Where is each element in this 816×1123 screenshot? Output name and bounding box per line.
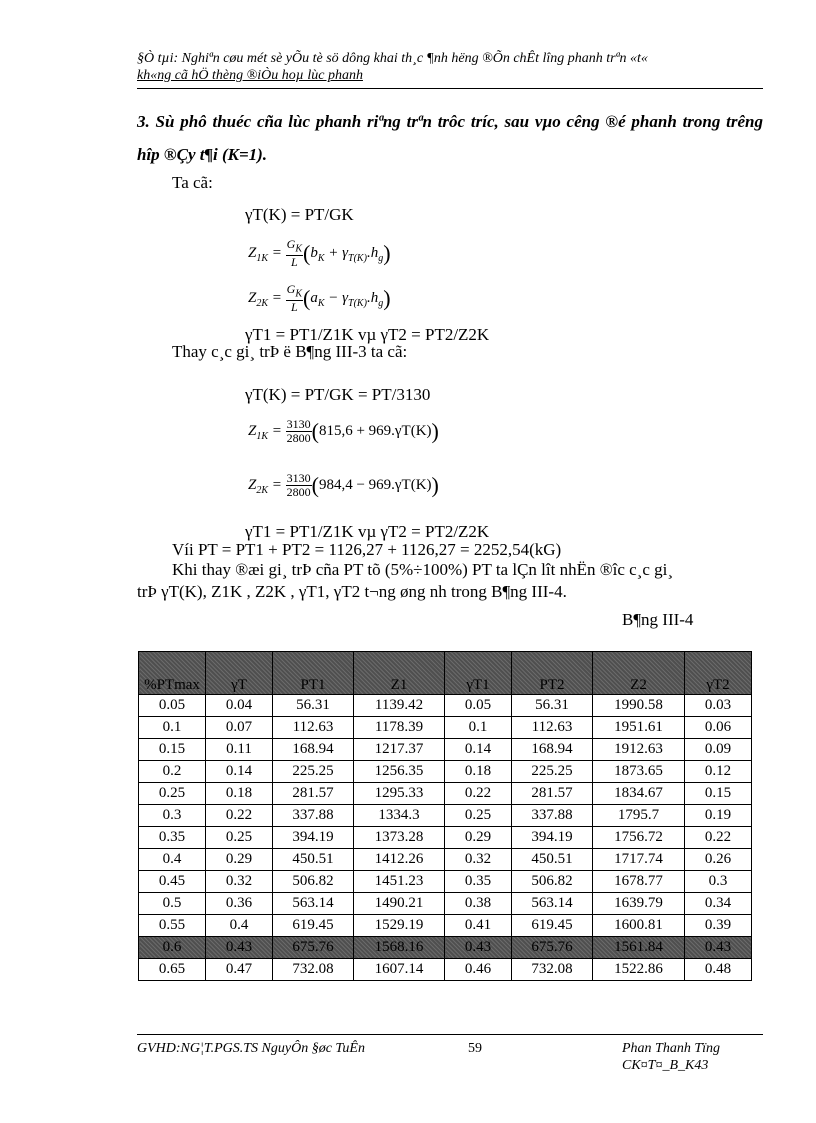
table-cell: 506.82: [273, 871, 354, 893]
table-cell: 0.34: [685, 893, 752, 915]
table-cell: 0.22: [685, 827, 752, 849]
column-header: Z2: [593, 652, 685, 695]
table-cell: 0.05: [445, 695, 512, 717]
table-cell: 1561.84: [593, 937, 685, 959]
table-cell: 563.14: [512, 893, 593, 915]
table-cell: 0.25: [139, 783, 206, 805]
table-cell: 1490.21: [354, 893, 445, 915]
table-cell: 0.18: [445, 761, 512, 783]
table-cell: 1568.16: [354, 937, 445, 959]
table-cell: 1678.77: [593, 871, 685, 893]
table-row: [139, 959, 752, 981]
table-cell: 563.14: [273, 893, 354, 915]
table-cell: 506.82: [512, 871, 593, 893]
table-cell: 0.11: [206, 739, 273, 761]
formula-z1k-symbolic: $Z_{1K}$ = $\frac{G_K}{L}$ $(b_K + \gamma_{T(K)}.h_g)$: [248, 237, 391, 270]
table-cell: 0.26: [685, 849, 752, 871]
table-cell: 675.76: [273, 937, 354, 959]
header-rule: [137, 88, 763, 89]
formula-z2k-numeric: $Z_{2K}$ = $\frac{3130}{2800}$ (984,4 − 969.γT(K)): [248, 471, 439, 499]
table-label: B¶ng III-4: [622, 610, 694, 629]
table-cell: 0.32: [445, 849, 512, 871]
table-cell: 0.05: [139, 695, 206, 717]
footer-rule: [137, 1034, 763, 1035]
table-cell: 112.63: [512, 717, 593, 739]
table-cell: 0.06: [685, 717, 752, 739]
table-row: [139, 739, 752, 761]
table-cell: 0.07: [206, 717, 273, 739]
table-row: [139, 849, 752, 871]
table-cell: 0.19: [685, 805, 752, 827]
table-cell: 0.3: [139, 805, 206, 827]
voi-text: Víi PT = PT1 + PT2 = 1126,27 + 1126,27 = 2252,54(kG): [172, 540, 562, 559]
table-cell: 0.3: [685, 871, 752, 893]
table-cell: 619.45: [512, 915, 593, 937]
table-cell: 0.1: [139, 717, 206, 739]
table-cell: 732.08: [273, 959, 354, 981]
table-row: [139, 937, 752, 959]
table-cell: 394.19: [273, 827, 354, 849]
table-cell: 1600.81: [593, 915, 685, 937]
table-cell: 0.2: [139, 761, 206, 783]
column-header: γT1: [445, 652, 512, 695]
table-cell: 0.29: [445, 827, 512, 849]
page-header: [137, 50, 763, 84]
header-line-1: §Ò tµi: Nghiªn cøu mét sè yÕu tè sö dông khai th¸c ¶nh hëng ®Õn chÊt lîng phanh trªn «t«: [137, 51, 648, 66]
column-header: %PTmax: [139, 652, 206, 695]
table-cell: 0.36: [206, 893, 273, 915]
column-header: γT: [206, 652, 273, 695]
table-cell: 0.38: [445, 893, 512, 915]
equation-gamma-ratios-2: γT1 = PT1/Z1K vµ γT2 = PT2/Z2K: [245, 522, 490, 541]
table-cell: 732.08: [512, 959, 593, 981]
table-cell: 168.94: [273, 739, 354, 761]
table-row: [139, 695, 752, 717]
table-cell: 0.4: [139, 849, 206, 871]
ta-co-text: Ta cã:: [172, 173, 213, 192]
thay-text: Thay c¸c gi¸ trÞ ë B¶ng III-3 ta cã:: [172, 342, 408, 361]
table-cell: 0.15: [685, 783, 752, 805]
table-cell: 1334.3: [354, 805, 445, 827]
table-cell: 0.1: [445, 717, 512, 739]
table-cell: 337.88: [273, 805, 354, 827]
table-cell: 1912.63: [593, 739, 685, 761]
formula-z2k-symbolic: $Z_{2K}$ = $\frac{G_K}{L}$ $(a_K - \gamma_{T(K)}.h_g)$: [248, 282, 391, 315]
table-cell: 1756.72: [593, 827, 685, 849]
table-cell: 281.57: [273, 783, 354, 805]
khi-text-2: trÞ γT(K), Z1K , Z2K , γT1, γT2 t¬ng øng nh trong B¶ng III-4.: [137, 582, 567, 601]
table-cell: 1529.19: [354, 915, 445, 937]
table-cell: 0.03: [685, 695, 752, 717]
table-cell: 0.04: [206, 695, 273, 717]
table-cell: 168.94: [512, 739, 593, 761]
table-cell: 1639.79: [593, 893, 685, 915]
table-cell: 0.65: [139, 959, 206, 981]
column-header: PT2: [512, 652, 593, 695]
data-table: [138, 651, 752, 981]
table-cell: 337.88: [512, 805, 593, 827]
table-cell: 0.6: [139, 937, 206, 959]
table-cell: 1217.37: [354, 739, 445, 761]
table-cell: 0.4: [206, 915, 273, 937]
table-cell: 675.76: [512, 937, 593, 959]
table-cell: 394.19: [512, 827, 593, 849]
table-cell: 0.46: [445, 959, 512, 981]
table-row: [139, 827, 752, 849]
table-cell: 0.15: [139, 739, 206, 761]
table-cell: 0.18: [206, 783, 273, 805]
table-cell: 56.31: [512, 695, 593, 717]
equation-gamma-t: γT(K) = PT/GK: [245, 205, 354, 224]
column-header: γT2: [685, 652, 752, 695]
table-cell: 225.25: [273, 761, 354, 783]
table-cell: 1717.74: [593, 849, 685, 871]
footer-author: Phan Thanh Tïng: [622, 1041, 721, 1056]
table-cell: 0.22: [445, 783, 512, 805]
table-cell: 0.5: [139, 893, 206, 915]
table-cell: 0.22: [206, 805, 273, 827]
table-cell: 0.43: [685, 937, 752, 959]
table-cell: 0.32: [206, 871, 273, 893]
table-cell: 1412.26: [354, 849, 445, 871]
table-row: [139, 893, 752, 915]
table-cell: 56.31: [273, 695, 354, 717]
formula-z1k-numeric: $Z_{1K}$ = $\frac{3130}{2800}$ (815,6 + 969.γT(K)): [248, 417, 439, 445]
table-cell: 0.55: [139, 915, 206, 937]
table-row: [139, 915, 752, 937]
table-row: [139, 871, 752, 893]
table-header-row: [139, 652, 752, 695]
table-cell: 225.25: [512, 761, 593, 783]
table-cell: 1295.33: [354, 783, 445, 805]
table-row: [139, 783, 752, 805]
table-cell: 0.35: [139, 827, 206, 849]
table-cell: 281.57: [512, 783, 593, 805]
table-cell: 1522.86: [593, 959, 685, 981]
column-header: Z1: [354, 652, 445, 695]
khi-text-1: Khi thay ®æi gi¸ trÞ cña PT tõ (5%÷100%) PT ta lÇn lît nhËn ®îc c¸c gi¸: [172, 560, 674, 579]
table-cell: 1256.35: [354, 761, 445, 783]
table-cell: 0.47: [206, 959, 273, 981]
footer-advisor: GVHD:NG¦T.PGS.TS NguyÔn §øc TuÊn: [137, 1041, 365, 1056]
table-cell: 0.12: [685, 761, 752, 783]
table-cell: 0.48: [685, 959, 752, 981]
table-cell: 0.45: [139, 871, 206, 893]
table-cell: 1873.65: [593, 761, 685, 783]
table-cell: 112.63: [273, 717, 354, 739]
table-cell: 1951.61: [593, 717, 685, 739]
table-row: [139, 761, 752, 783]
table-cell: 0.35: [445, 871, 512, 893]
column-header: PT1: [273, 652, 354, 695]
table-cell: 0.25: [206, 827, 273, 849]
table-cell: 0.09: [685, 739, 752, 761]
equation-gamma-ratios: γT1 = PT1/Z1K vµ γT2 = PT2/Z2K: [245, 325, 490, 344]
table-cell: 0.14: [206, 761, 273, 783]
table-cell: 0.14: [445, 739, 512, 761]
table-cell: 0.41: [445, 915, 512, 937]
table-cell: 1834.67: [593, 783, 685, 805]
table-cell: 619.45: [273, 915, 354, 937]
footer-class: CK¤T¤_B_K43: [622, 1058, 709, 1073]
page-number: 59: [468, 1041, 482, 1056]
table-cell: 0.25: [445, 805, 512, 827]
table-cell: 0.29: [206, 849, 273, 871]
table-cell: 450.51: [512, 849, 593, 871]
table-cell: 1139.42: [354, 695, 445, 717]
equation-gamma-3130: γT(K) = PT/GK = PT/3130: [245, 385, 431, 404]
table-cell: 0.39: [685, 915, 752, 937]
table-cell: 0.43: [206, 937, 273, 959]
table-cell: 450.51: [273, 849, 354, 871]
header-line-2: kh«ng cã hÖ thèng ®iÒu hoµ lùc phanh: [137, 68, 363, 83]
table-cell: 1373.28: [354, 827, 445, 849]
table-cell: 1607.14: [354, 959, 445, 981]
table-cell: 1795.7: [593, 805, 685, 827]
table-row: [139, 717, 752, 739]
table-cell: 1990.58: [593, 695, 685, 717]
section-heading: 3. Sù phô thuéc cña lùc phanh riªng trªn trôc tríc, sau vµo cêng ®é phanh trong trêng hîp ®Çy t¶i (K=1).: [137, 112, 763, 164]
table-cell: 1451.23: [354, 871, 445, 893]
table-row: [139, 805, 752, 827]
table-cell: 0.43: [445, 937, 512, 959]
table-cell: 1178.39: [354, 717, 445, 739]
